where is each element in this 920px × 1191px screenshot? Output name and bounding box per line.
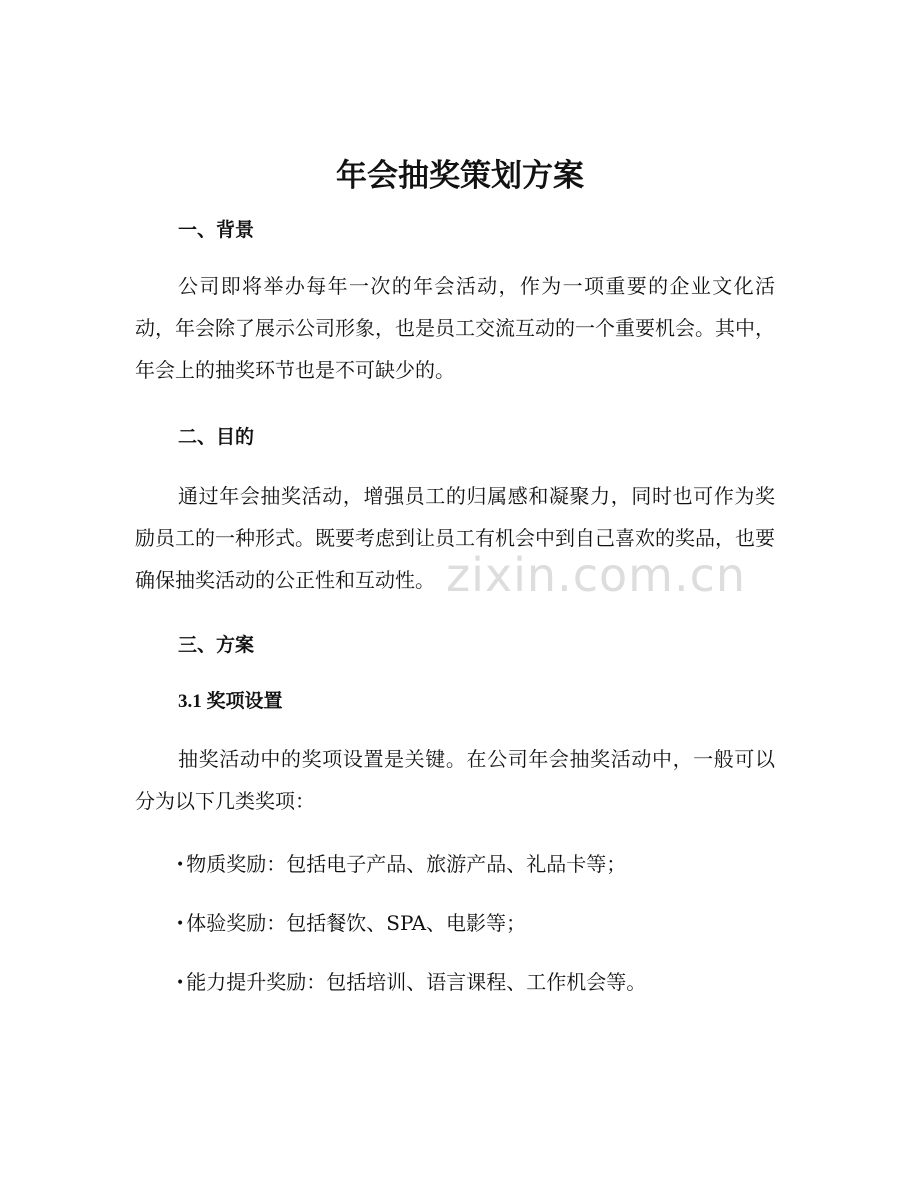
section-heading-background: 一、背景	[178, 219, 255, 241]
list-item	[176, 967, 646, 998]
list-item	[176, 908, 526, 939]
subsection-heading-prizes: 3.1 奖项设置	[178, 691, 283, 712]
bullet-icon: •	[176, 975, 185, 991]
list-item-text: 能力提升奖励：包括培训、语言课程、工作机会等。	[186, 970, 647, 994]
list-item-text: 体验奖励：包括餐饮、SPA、电影等；	[186, 911, 527, 935]
document-title: 年会抽奖策划方案	[336, 158, 584, 194]
section-heading-purpose: 二、目的	[178, 426, 255, 448]
background-paragraph: 公司即将举办每年一次的年会活动，作为一项重要的企业文化活动，年会除了展示公司形象，也是员工交流互动的一个重要机会。其中，年会上的抽奖环节也是不可缺少的。	[135, 274, 775, 382]
watermark: zixin.com.cn	[446, 548, 747, 602]
section-heading-plan: 三、方案	[178, 634, 255, 656]
bullet-icon: •	[176, 857, 185, 873]
bullet-icon: •	[176, 916, 185, 932]
purpose-paragraph: 通过年会抽奖活动，增强员工的归属感和凝聚力，同时也可作为奖励员工的一种形式。既要考虑到让员工有机会中到自己喜欢的奖品，也要确保抽奖活动的公正性和互动性。	[135, 484, 775, 592]
prizes-paragraph: 抽奖活动中的奖项设置是关键。在公司年会抽奖活动中，一般可以分为以下几类奖项：	[135, 747, 775, 813]
list-item-text: 物质奖励：包括电子产品、旅游产品、礼品卡等；	[186, 852, 627, 876]
list-item	[176, 849, 626, 880]
